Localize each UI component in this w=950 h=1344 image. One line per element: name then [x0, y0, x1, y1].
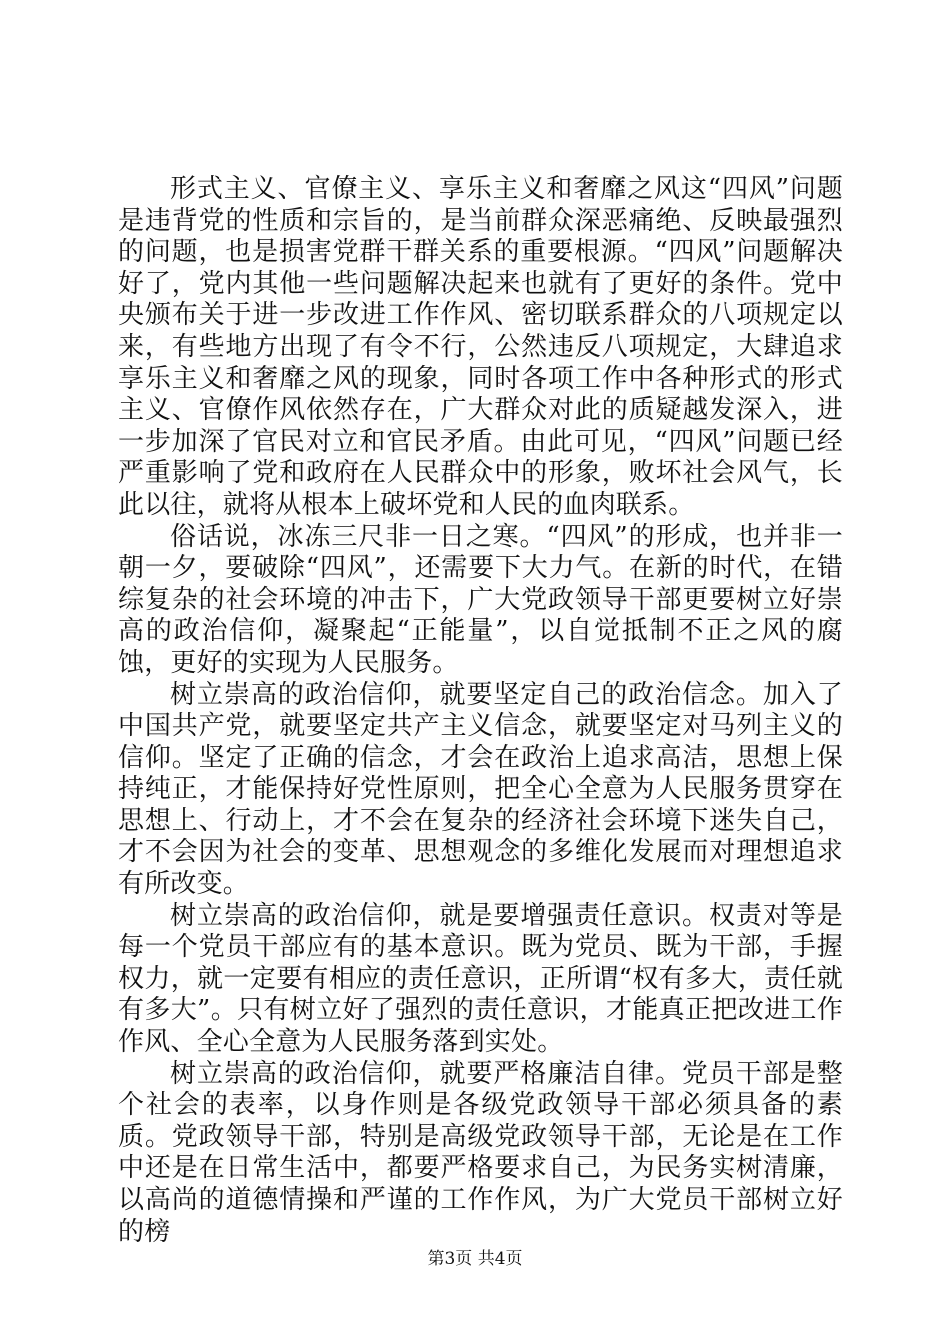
paragraph-2: 俗话说，冰冻三尺非一日之寒。“四风”的形成，也并非一朝一夕，要破除“四风”，还需要下大力气。在新的时代，在错综复杂的社会环境的冲击下，广大党政领导干部更要树立好崇高的政治信仰，凝聚起“正能量”，以自觉抵制不正之风的腐蚀，更好的实现为人民服务。: [118, 521, 843, 678]
paragraph-1: 形式主义、官僚主义、享乐主义和奢靡之风这“四风”问题是违背党的性质和宗旨的，是当前群众深恶痛绝、反映最强烈的问题，也是损害党群干群关系的重要根源。“四风”问题解决好了，党内其他一些问题解决起来也就有了更好的条件。党中央颁布关于进一步改进工作作风、密切联系群众的八项规定以来，有些地方出现了有令不行，公然违反八项规定，大肆追求享乐主义和奢靡之风的现象，同时各项工作中各种形式的形式主义、官僚作风依然存在，广大群众对此的质疑越发深入，进一步加深了官民对立和官民矛盾。由此可见，“四风”问题已经严重影响了党和政府在人民群众中的形象，败坏社会风气，长此以往，就将从根本上破坏党和人民的血肉联系。: [118, 174, 843, 520]
page-number-footer: 第3页 共4页: [427, 1249, 523, 1269]
paragraph-5: 树立崇高的政治信仰，就要严格廉洁自律。党员干部是整个社会的表率，以身作则是各级党政领导干部必须具备的素质。党政领导干部，特别是高级党政领导干部，无论是在工作中还是在日常生活中，都要严格要求自己，为民务实树清廉，以高尚的道德情操和严谨的工作作风，为广大党员干部树立好的榜: [118, 1058, 843, 1247]
document-body: [118, 174, 843, 1248]
paragraph-4: 树立崇高的政治信仰，就是要增强责任意识。权责对等是每一个党员干部应有的基本意识。既为党员、既为干部，手握权力，就一定要有相应的责任意识，正所谓“权有多大，责任就有多大”。只有树立好了强烈的责任意识，才能真正把改进工作作风、全心全意为人民服务落到实处。: [118, 900, 843, 1058]
paragraph-3: 树立崇高的政治信仰，就要坚定自己的政治信念。加入了中国共产党，就要坚定共产主义信念，就要坚定对马列主义的信仰。坚定了正确的信念，才会在政治上追求高洁，思想上保持纯正，才能保持好党性原则，把全心全意为人民服务贯穿在思想上、行动上，才不会在复杂的经济社会环境下迷失自己，才不会因为社会的变革、思想观念的多维化发展而对理想追求有所改变。: [118, 679, 843, 900]
